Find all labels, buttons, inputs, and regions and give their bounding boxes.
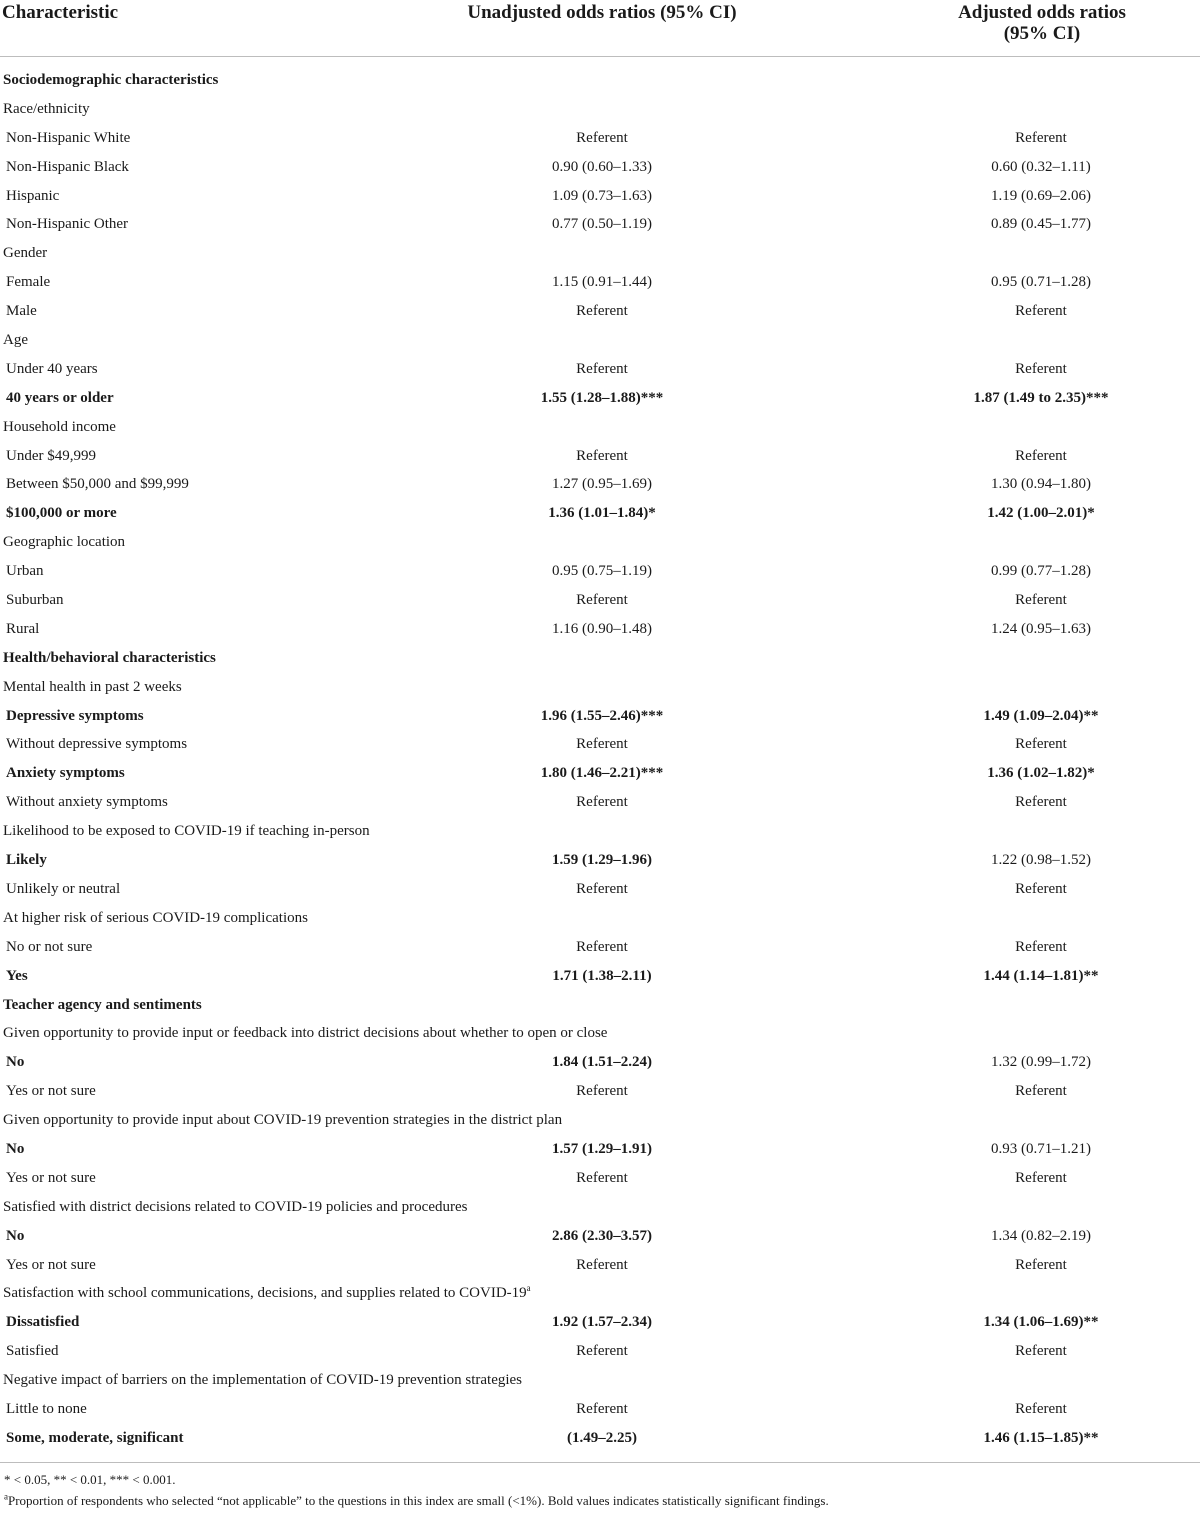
cell-characteristic xyxy=(3,817,370,846)
table-row xyxy=(0,788,1200,817)
characteristic-label: Given opportunity to provide input about COVID-19 prevention strategies in the district plan xyxy=(3,1112,563,1129)
footnote-significance: * < 0.05, ** < 0.01, *** < 0.001. xyxy=(4,1472,176,1487)
cell-adjusted-or: 0.95 (0.71–1.28) xyxy=(991,274,1091,291)
cell-adjusted-or: Referent xyxy=(1015,360,1067,377)
table-row xyxy=(0,153,1200,182)
cell-characteristic xyxy=(3,673,182,702)
cell-adjusted-or: 1.24 (0.95–1.63) xyxy=(991,620,1091,637)
cell-adjusted-or: 1.30 (0.94–1.80) xyxy=(991,476,1091,493)
table-row xyxy=(0,210,1200,239)
cell-adjusted-or: 0.99 (0.77–1.28) xyxy=(991,563,1091,580)
characteristic-label: Dissatisfied xyxy=(6,1314,80,1331)
cell-characteristic xyxy=(6,1135,24,1164)
cell-adjusted-or: 1.34 (1.06–1.69)** xyxy=(983,1314,1099,1331)
cell-characteristic xyxy=(6,210,128,239)
characteristic-label: Suburban xyxy=(6,592,64,609)
cell-characteristic xyxy=(6,615,39,644)
group-row xyxy=(0,528,1200,557)
table-row xyxy=(0,268,1200,297)
cell-unadjusted-or: 1.71 (1.38–2.11) xyxy=(552,967,652,984)
cell-unadjusted-or: Referent xyxy=(576,1256,628,1273)
cell-adjusted-or: 0.89 (0.45–1.77) xyxy=(991,216,1091,233)
characteristic-label: $100,000 or more xyxy=(6,505,117,522)
cell-characteristic xyxy=(6,470,189,499)
group-row xyxy=(0,326,1200,355)
characteristic-label: Under $49,999 xyxy=(6,447,96,464)
table-row xyxy=(0,1308,1200,1337)
table-row xyxy=(0,933,1200,962)
table-row xyxy=(0,1251,1200,1280)
footnote-a-text: Proportion of respondents who selected “not applicable” to the questions in this index are small (<1%). Bold values indicates statistically significant findings. xyxy=(8,1493,829,1508)
cell-characteristic xyxy=(6,933,92,962)
characteristic-label: Satisfied with district decisions related to COVID-19 policies and procedures xyxy=(3,1198,468,1215)
group-row xyxy=(0,673,1200,702)
footnote-a-marker: a xyxy=(4,1491,8,1502)
cell-characteristic xyxy=(6,702,144,731)
cell-unadjusted-or: 1.36 (1.01–1.84)* xyxy=(548,505,656,522)
group-row xyxy=(0,904,1200,933)
cell-adjusted-or: Referent xyxy=(1015,129,1067,146)
cell-adjusted-or: 1.22 (0.98–1.52) xyxy=(991,852,1091,869)
cell-adjusted-or: Referent xyxy=(1015,1343,1067,1360)
cell-unadjusted-or: Referent xyxy=(576,736,628,753)
cell-characteristic xyxy=(6,1048,24,1077)
cell-adjusted-or: Referent xyxy=(1015,880,1067,897)
cell-unadjusted-or: Referent xyxy=(576,1083,628,1100)
table-row xyxy=(0,615,1200,644)
characteristic-label: Likely xyxy=(6,852,47,869)
cell-characteristic xyxy=(6,182,59,211)
cell-unadjusted-or: Referent xyxy=(576,1343,628,1360)
cell-characteristic xyxy=(6,1395,87,1424)
cell-unadjusted-or: 1.84 (1.51–2.24) xyxy=(552,1054,652,1071)
table-row xyxy=(0,846,1200,875)
cell-adjusted-or: 1.32 (0.99–1.72) xyxy=(991,1054,1091,1071)
characteristic-label: Household income xyxy=(3,418,116,435)
header-adjusted-line1: Adjusted odds ratios xyxy=(958,2,1126,23)
table-row xyxy=(0,442,1200,471)
cell-unadjusted-or: Referent xyxy=(576,303,628,320)
characteristic-label: No xyxy=(6,1140,25,1157)
cell-characteristic xyxy=(3,904,308,933)
table-row xyxy=(0,182,1200,211)
footer-divider xyxy=(0,1462,1200,1463)
cell-unadjusted-or: 1.09 (0.73–1.63) xyxy=(552,187,652,204)
cell-characteristic xyxy=(6,962,28,991)
characteristic-label: Mental health in past 2 weeks xyxy=(3,678,182,695)
cell-characteristic xyxy=(6,442,96,471)
cell-unadjusted-or: 1.59 (1.29–1.96) xyxy=(552,852,652,869)
cell-characteristic xyxy=(6,124,130,153)
cell-unadjusted-or: 1.57 (1.29–1.91) xyxy=(552,1140,652,1157)
cell-adjusted-or: Referent xyxy=(1015,303,1067,320)
footnote-a xyxy=(4,1492,829,1510)
characteristic-label: Urban xyxy=(6,563,44,580)
cell-unadjusted-or: Referent xyxy=(576,794,628,811)
cell-adjusted-or: Referent xyxy=(1015,592,1067,609)
characteristic-label: Unlikely or neutral xyxy=(6,880,121,897)
cell-characteristic xyxy=(6,759,125,788)
group-row xyxy=(0,1106,1200,1135)
characteristic-label: Given opportunity to provide input or feedback into district decisions about whether to open or close xyxy=(3,1025,608,1042)
cell-unadjusted-or: 2.86 (2.30–3.57) xyxy=(552,1227,652,1244)
table-header xyxy=(0,0,1200,56)
cell-adjusted-or: Referent xyxy=(1015,1400,1067,1417)
cell-adjusted-or: 1.42 (1.00–2.01)* xyxy=(987,505,1095,522)
cell-characteristic xyxy=(3,991,202,1020)
section-row xyxy=(0,644,1200,673)
characteristic-label: Male xyxy=(6,303,37,320)
characteristic-label: Satisfied xyxy=(6,1343,59,1360)
characteristic-label: Age xyxy=(3,332,28,349)
table-row xyxy=(0,1424,1200,1453)
section-row xyxy=(0,991,1200,1020)
cell-adjusted-or: Referent xyxy=(1015,1083,1067,1100)
table-row xyxy=(0,730,1200,759)
group-row xyxy=(0,1193,1200,1222)
group-row xyxy=(0,239,1200,268)
table-row xyxy=(0,586,1200,615)
cell-characteristic xyxy=(3,326,28,355)
cell-unadjusted-or: Referent xyxy=(576,1400,628,1417)
table-row xyxy=(0,355,1200,384)
table-row xyxy=(0,1135,1200,1164)
cell-characteristic xyxy=(6,1222,24,1251)
cell-unadjusted-or: 1.92 (1.57–2.34) xyxy=(552,1314,652,1331)
cell-characteristic xyxy=(6,384,114,413)
characteristic-label: Non-Hispanic White xyxy=(6,129,131,146)
characteristic-label: Anxiety symptoms xyxy=(6,765,125,782)
cell-characteristic xyxy=(6,1077,96,1106)
footnote-marker: a xyxy=(526,1283,531,1294)
cell-characteristic xyxy=(6,297,37,326)
group-row xyxy=(0,817,1200,846)
cell-unadjusted-or: 1.27 (0.95–1.69) xyxy=(552,476,652,493)
cell-characteristic xyxy=(6,153,129,182)
characteristic-label: Yes or not sure xyxy=(6,1169,96,1186)
cell-characteristic xyxy=(6,1337,59,1366)
cell-characteristic xyxy=(6,1308,79,1337)
cell-characteristic xyxy=(3,1019,607,1048)
cell-unadjusted-or: 1.15 (0.91–1.44) xyxy=(552,274,652,291)
characteristic-label: Negative impact of barriers on the implementation of COVID-19 prevention strategies xyxy=(3,1372,523,1389)
cell-characteristic xyxy=(6,268,50,297)
characteristic-label: Female xyxy=(6,274,51,291)
characteristic-label: Health/behavioral characteristics xyxy=(3,649,216,666)
characteristic-label: Race/ethnicity xyxy=(3,100,90,117)
cell-characteristic xyxy=(3,1193,467,1222)
cell-unadjusted-or: 0.95 (0.75–1.19) xyxy=(552,563,652,580)
cell-adjusted-or: 1.49 (1.09–2.04)** xyxy=(983,707,1099,724)
cell-adjusted-or: Referent xyxy=(1015,938,1067,955)
characteristic-label: Under 40 years xyxy=(6,360,98,377)
table-row xyxy=(0,297,1200,326)
characteristic-label: Yes xyxy=(6,967,28,984)
table-row xyxy=(0,1077,1200,1106)
cell-characteristic xyxy=(3,239,47,268)
cell-adjusted-or: Referent xyxy=(1015,447,1067,464)
characteristic-label: Between $50,000 and $99,999 xyxy=(6,476,189,493)
table-row xyxy=(0,1048,1200,1077)
characteristic-label: Geographic location xyxy=(3,534,126,551)
characteristic-label: Depressive symptoms xyxy=(6,707,144,724)
characteristic-label: Yes or not sure xyxy=(6,1256,96,1273)
table-row xyxy=(0,124,1200,153)
cell-characteristic xyxy=(3,1106,562,1135)
cell-unadjusted-or: Referent xyxy=(576,360,628,377)
cell-adjusted-or: 1.19 (0.69–2.06) xyxy=(991,187,1091,204)
cell-adjusted-or: Referent xyxy=(1015,1169,1067,1186)
group-row xyxy=(0,1366,1200,1395)
cell-unadjusted-or: Referent xyxy=(576,129,628,146)
table-row xyxy=(0,1164,1200,1193)
characteristic-label: Without depressive symptoms xyxy=(6,736,188,753)
group-row xyxy=(0,95,1200,124)
cell-adjusted-or: Referent xyxy=(1015,736,1067,753)
characteristic-label: No or not sure xyxy=(6,938,93,955)
cell-unadjusted-or: Referent xyxy=(576,447,628,464)
cell-characteristic xyxy=(6,788,168,817)
header-unadjusted: Unadjusted odds ratios (95% CI) xyxy=(467,2,737,23)
cell-characteristic xyxy=(3,413,116,442)
characteristic-label: Hispanic xyxy=(6,187,60,204)
header-adjusted xyxy=(842,2,1200,44)
cell-characteristic xyxy=(6,499,117,528)
table-row xyxy=(0,875,1200,904)
cell-characteristic xyxy=(3,95,90,124)
cell-unadjusted-or: 0.77 (0.50–1.19) xyxy=(552,216,652,233)
cell-adjusted-or: Referent xyxy=(1015,1256,1067,1273)
characteristic-label: No xyxy=(6,1054,25,1071)
table-row xyxy=(0,384,1200,413)
cell-characteristic xyxy=(6,1424,183,1453)
characteristic-label: Likelihood to be exposed to COVID-19 if teaching in-person xyxy=(3,823,370,840)
cell-unadjusted-or: Referent xyxy=(576,1169,628,1186)
cell-unadjusted-or: 1.16 (0.90–1.48) xyxy=(552,620,652,637)
cell-unadjusted-or: 1.55 (1.28–1.88)*** xyxy=(540,389,664,406)
cell-characteristic xyxy=(3,1366,522,1395)
characteristic-label: No xyxy=(6,1227,25,1244)
header-divider xyxy=(0,56,1200,57)
characteristic-label: Sociodemographic characteristics xyxy=(3,72,219,88)
cell-adjusted-or: 1.34 (0.82–2.19) xyxy=(991,1227,1091,1244)
cell-adjusted-or: 0.60 (0.32–1.11) xyxy=(991,158,1091,175)
table-row xyxy=(0,499,1200,528)
table-row xyxy=(0,962,1200,991)
cell-characteristic xyxy=(6,1251,96,1280)
characteristic-label: Rural xyxy=(6,620,40,637)
characteristic-label: Teacher agency and sentiments xyxy=(3,996,202,1013)
cell-characteristic xyxy=(3,66,218,95)
cell-characteristic xyxy=(6,557,44,586)
cell-characteristic xyxy=(6,730,187,759)
characteristic-label: Without anxiety symptoms xyxy=(6,794,168,811)
characteristic-label: Non-Hispanic Black xyxy=(6,158,129,175)
table-body xyxy=(0,66,1200,1453)
cell-unadjusted-or: Referent xyxy=(576,938,628,955)
cell-characteristic xyxy=(6,355,98,384)
characteristic-label: At higher risk of serious COVID-19 complications xyxy=(3,909,308,926)
cell-adjusted-or: 1.87 (1.49 to 2.35)*** xyxy=(973,389,1109,406)
cell-unadjusted-or: Referent xyxy=(576,880,628,897)
cell-characteristic xyxy=(3,644,216,673)
cell-unadjusted-or: 1.80 (1.46–2.21)*** xyxy=(540,765,664,782)
table-row xyxy=(0,702,1200,731)
group-row xyxy=(0,1279,1200,1308)
table-row xyxy=(0,557,1200,586)
table-row xyxy=(0,759,1200,788)
cell-adjusted-or: 1.36 (1.02–1.82)* xyxy=(987,765,1095,782)
characteristic-label: Satisfaction with school communications, decisions, and supplies related to COVID-19 xyxy=(3,1285,527,1302)
cell-adjusted-or: Referent xyxy=(1015,794,1067,811)
characteristic-label: Some, moderate, significant xyxy=(6,1429,184,1446)
table-row xyxy=(0,1337,1200,1366)
header-characteristic: Characteristic xyxy=(2,2,119,23)
cell-unadjusted-or: Referent xyxy=(576,592,628,609)
table-row xyxy=(0,1222,1200,1251)
cell-unadjusted-or: 1.96 (1.55–2.46)*** xyxy=(540,707,664,724)
cell-characteristic xyxy=(6,1164,96,1193)
cell-adjusted-or: 1.46 (1.15–1.85)** xyxy=(983,1429,1099,1446)
cell-adjusted-or: 0.93 (0.71–1.21) xyxy=(991,1140,1091,1157)
characteristic-label: Non-Hispanic Other xyxy=(6,216,129,233)
cell-unadjusted-or: 0.90 (0.60–1.33) xyxy=(552,158,652,175)
characteristic-label: Gender xyxy=(3,245,48,262)
header-adjusted-line2: (95% CI) xyxy=(1003,23,1081,44)
cell-characteristic xyxy=(6,586,64,615)
cell-characteristic xyxy=(6,875,120,904)
group-row xyxy=(0,1019,1200,1048)
cell-unadjusted-or: (1.49–2.25) xyxy=(567,1429,637,1446)
cell-characteristic xyxy=(3,528,125,557)
table-row xyxy=(0,1395,1200,1424)
group-row xyxy=(0,413,1200,442)
characteristic-label: Yes or not sure xyxy=(6,1083,96,1100)
cell-adjusted-or: 1.44 (1.14–1.81)** xyxy=(983,967,1099,984)
table-row xyxy=(0,470,1200,499)
cell-characteristic xyxy=(3,1279,531,1308)
cell-characteristic xyxy=(6,846,47,875)
section-row xyxy=(0,66,1200,95)
characteristic-label: 40 years or older xyxy=(6,389,114,406)
characteristic-label: Little to none xyxy=(6,1400,87,1417)
